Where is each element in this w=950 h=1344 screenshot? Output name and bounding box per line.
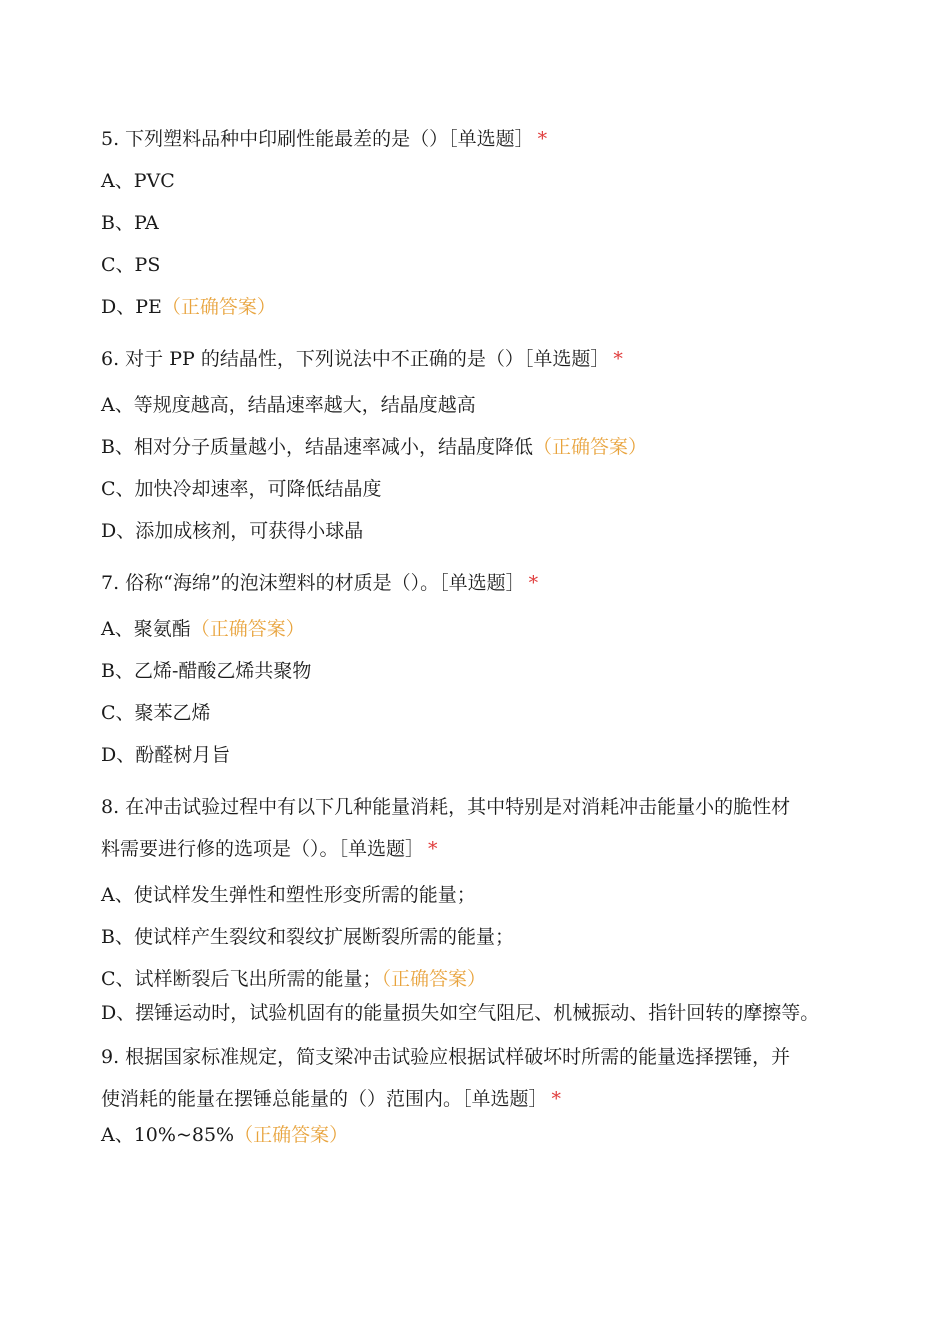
required-mark: * — [613, 348, 623, 370]
option-c[interactable]: C、试样断裂后飞出所需的能量；（正确答案） — [101, 968, 487, 990]
option-b[interactable]: B、使试样产生裂纹和裂纹扩展断裂所需的能量； — [101, 926, 514, 948]
question-title: 8. 在冲击试验过程中有以下几种能量消耗，其中特别是对消耗冲击能量小的脆性材 料需要进行修的选项是（）。［单选题］ * — [101, 796, 791, 860]
option-a[interactable]: A、使试样发生弹性和塑性形变所需的能量； — [101, 884, 476, 906]
required-mark: * — [528, 572, 539, 594]
question-title: 5. 下列塑料品种中印刷性能最差的是（）［单选题］ * — [101, 128, 548, 150]
question-title: 9. 根据国家标准规定，简支梁冲击试验应根据试样破坏时所需的能量选择摆锤，并 使消耗的能量在摆锤总能量的（）范围内。［单选题］ * — [101, 1046, 791, 1110]
option-d[interactable]: D、PE（正确答案） — [101, 296, 276, 318]
survey-page — [101, 118, 841, 1150]
required-mark: * — [428, 838, 438, 860]
correct-answer-tag: （正确答案） — [381, 968, 487, 990]
question-title: 6. 对于 PP 的结晶性，下列说法中不正确的是（）［单选题］ * — [101, 348, 623, 370]
correct-answer-tag: （正确答案） — [532, 436, 647, 458]
option-c[interactable]: C、PS — [101, 254, 161, 276]
option-b[interactable]: B、相对分子质量越小，结晶速率减小，结晶度降低（正确答案） — [101, 436, 647, 458]
option-a[interactable]: A、PVC — [101, 170, 175, 192]
option-d[interactable]: D、摆锤运动时，试验机固有的能量损失如空气阻尼、机械振动、指针回转的摩擦等。 — [101, 1002, 820, 1024]
question-6 — [101, 338, 841, 552]
question-title: 7. 俗称“海绵”的泡沫塑料的材质是（）。［单选题］ * — [101, 572, 539, 594]
required-mark: * — [551, 1088, 562, 1110]
correct-answer-tag: （正确答案） — [234, 1124, 349, 1146]
option-b[interactable]: B、乙烯-醋酸乙烯共聚物 — [101, 660, 312, 682]
option-c[interactable]: C、加快冷却速率，可降低结晶度 — [101, 478, 382, 500]
option-a[interactable]: A、10%~85%（正确答案） — [101, 1124, 349, 1146]
correct-answer-tag: （正确答案） — [190, 618, 305, 640]
question-7 — [101, 562, 841, 776]
question-8 — [101, 786, 841, 1032]
option-d[interactable]: D、添加成核剂，可获得小球晶 — [101, 520, 364, 542]
option-d[interactable]: D、酚醛树月旨 — [101, 744, 231, 766]
option-c[interactable]: C、聚苯乙烯 — [101, 702, 211, 724]
option-b[interactable]: B、PA — [101, 212, 159, 234]
option-a[interactable]: A、聚氨酯（正确答案） — [101, 618, 305, 640]
required-mark: * — [537, 128, 548, 150]
question-5 — [101, 118, 841, 328]
question-9 — [101, 1036, 841, 1150]
correct-answer-tag: （正确答案） — [161, 296, 276, 318]
option-a[interactable]: A、等规度越高，结晶速率越大，结晶度越高 — [101, 394, 476, 416]
